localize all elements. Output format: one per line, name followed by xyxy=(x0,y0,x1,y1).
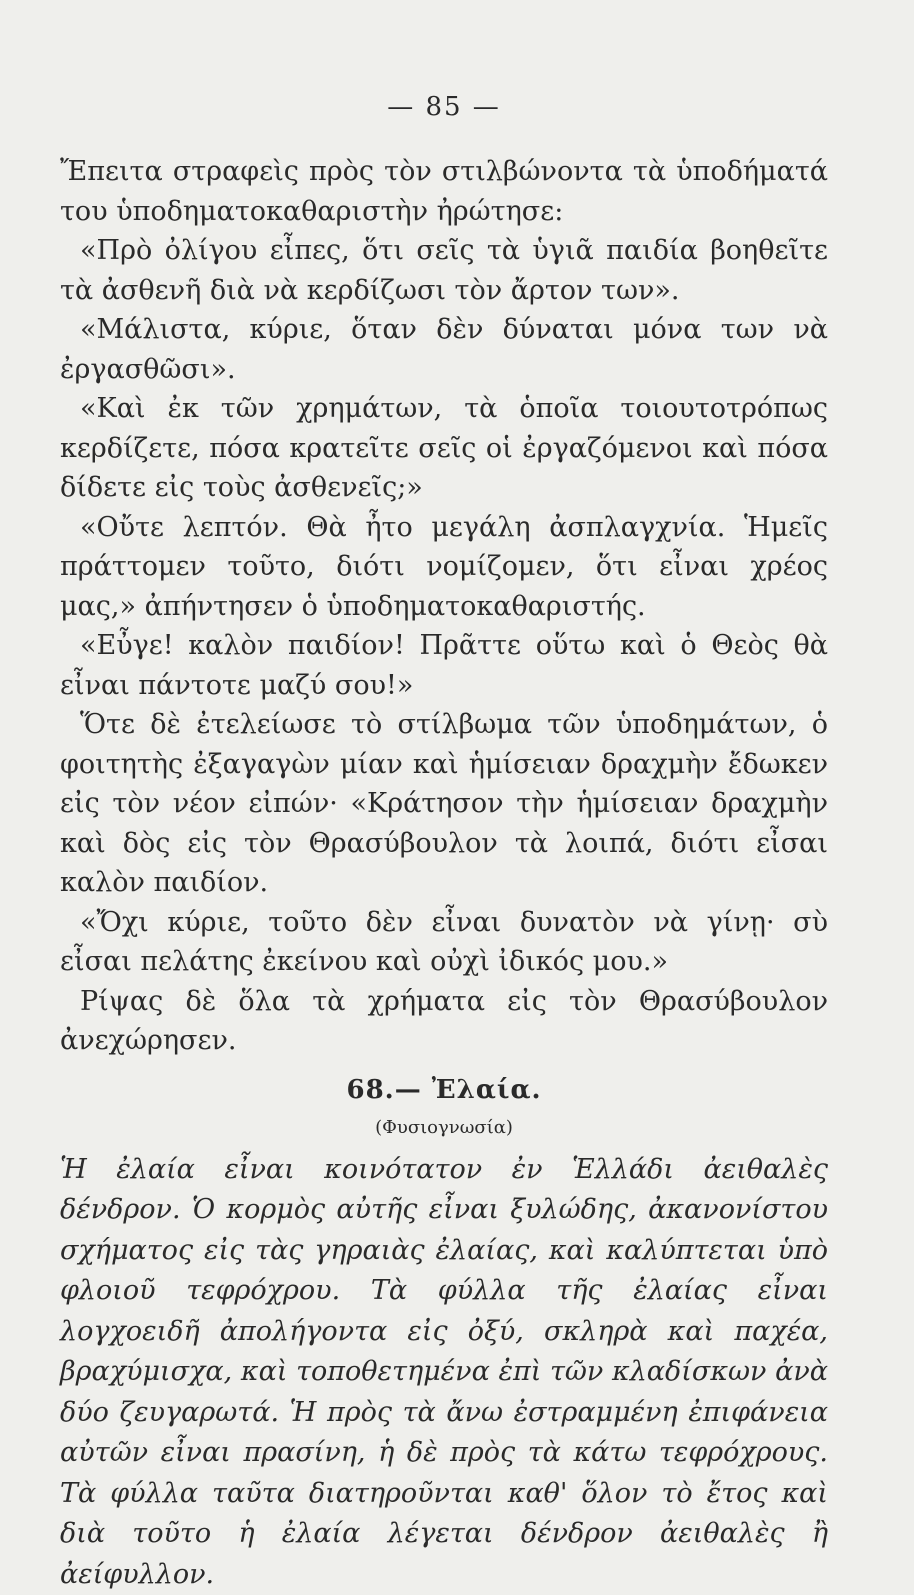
paragraph: Ἔπειτα στραφεὶς πρὸς τὸν στιλβώνοντα τὰ ὑποδήματά του ὑποδηματοκαθαριστὴν ἠρώτησε: xyxy=(60,152,828,231)
paragraph: «Καὶ ἐκ τῶν χρημάτων, τὰ ὁποῖα τοιουτοτρόπως κερδίζετε, πόσα κρατεῖτε σεῖς οἱ ἐργαζόμενοι καὶ πόσα δίδετε εἰς τοὺς ἀσθενεῖς;» xyxy=(60,389,828,508)
section-text xyxy=(60,1150,828,1595)
paragraph: Ἡ ἐλαία εἶναι κοινότατον ἐν Ἑλλάδι ἀειθαλὲς δένδρον. Ὁ κορμὸς αὐτῆς εἶναι ξυλώδης, ἀκανονίστου σχήματος εἰς τὰς γηραιὰς ἐλαίας, καὶ καλύπτεται ὑπὸ φλοιοῦ τεφρόχρου. Τὰ φύλλα τῆς ἐλαίας εἶναι λογχοειδῆ ἀπολήγοντα εἰς ὀξύ, σκληρὰ καὶ παχέα, βραχύμισχα, καὶ τοποθετημένα ἐπὶ τῶν κλαδίσκων ἀνὰ δύο ζευγαρωτά. Ἡ πρὸς τὰ ἄνω ἐστραμμένη ἐπιφάνεια αὐτῶν εἶναι πρασίνη, ἡ δὲ πρὸς τὰ κάτω τεφρόχρους. Τὰ φύλλα ταῦτα διατηροῦνται καθ' ὅλον τὸ ἔτος καὶ διὰ τοῦτο ἡ ἐλαία λέγεται δένδρον ἀειθαλὲς ἢ ἀείφυλλον. xyxy=(60,1150,828,1595)
paragraph: «Εὖγε! καλὸν παιδίον! Πρᾶττε οὕτω καὶ ὁ Θεὸς θὰ εἶναι πάντοτε μαζύ σου!» xyxy=(60,626,828,705)
paragraph: «Ὄχι κύριε, τοῦτο δὲν εἶναι δυνατὸν νὰ γίνῃ· σὺ εἶσαι πελάτης ἐκείνου καὶ οὐχὶ ἰδικός μου.» xyxy=(60,903,828,982)
section-subtitle: (Φυσιογνωσία) xyxy=(60,1117,828,1138)
section-heading: 68.— Ἐλαία. xyxy=(60,1075,828,1105)
paragraph: «Οὔτε λεπτόν. Θὰ ἦτο μεγάλη ἀσπλαγχνία. Ἡμεῖς πράττομεν τοῦτο, διότι νομίζομεν, ὅτι εἶναι χρέος μας,» ἀπήντησεν ὁ ὑποδηματοκαθαριστής. xyxy=(60,508,828,627)
paragraph: «Πρὸ ὀλίγου εἶπες, ὅτι σεῖς τὰ ὑγιᾶ παιδία βοηθεῖτε τὰ ἀσθενῆ διὰ νὰ κερδίζωσι τὸν ἄρτον των». xyxy=(60,231,828,310)
paragraph: «Μάλιστα, κύριε, ὅταν δὲν δύναται μόνα των νὰ ἐργασθῶσι». xyxy=(60,310,828,389)
page-number: — 85 — xyxy=(60,92,828,122)
story-text xyxy=(60,152,828,1061)
paragraph: Ρίψας δὲ ὅλα τὰ χρήματα εἰς τὸν Θρασύβουλον ἀνεχώρησεν. xyxy=(60,982,828,1061)
paragraph: Ὅτε δὲ ἐτελείωσε τὸ στίλβωμα τῶν ὑποδημάτων, ὁ φοιτητὴς ἐξαγαγὼν μίαν καὶ ἡμίσειαν δραχμὴν ἔδωκεν εἰς τὸν νέον εἰπών· «Κράτησον τὴν ἡμίσειαν δραχμὴν καὶ δὸς εἰς τὸν Θρασύβουλον τὰ λοιπά, διότι εἶσαι καλὸν παιδίον. xyxy=(60,705,828,903)
